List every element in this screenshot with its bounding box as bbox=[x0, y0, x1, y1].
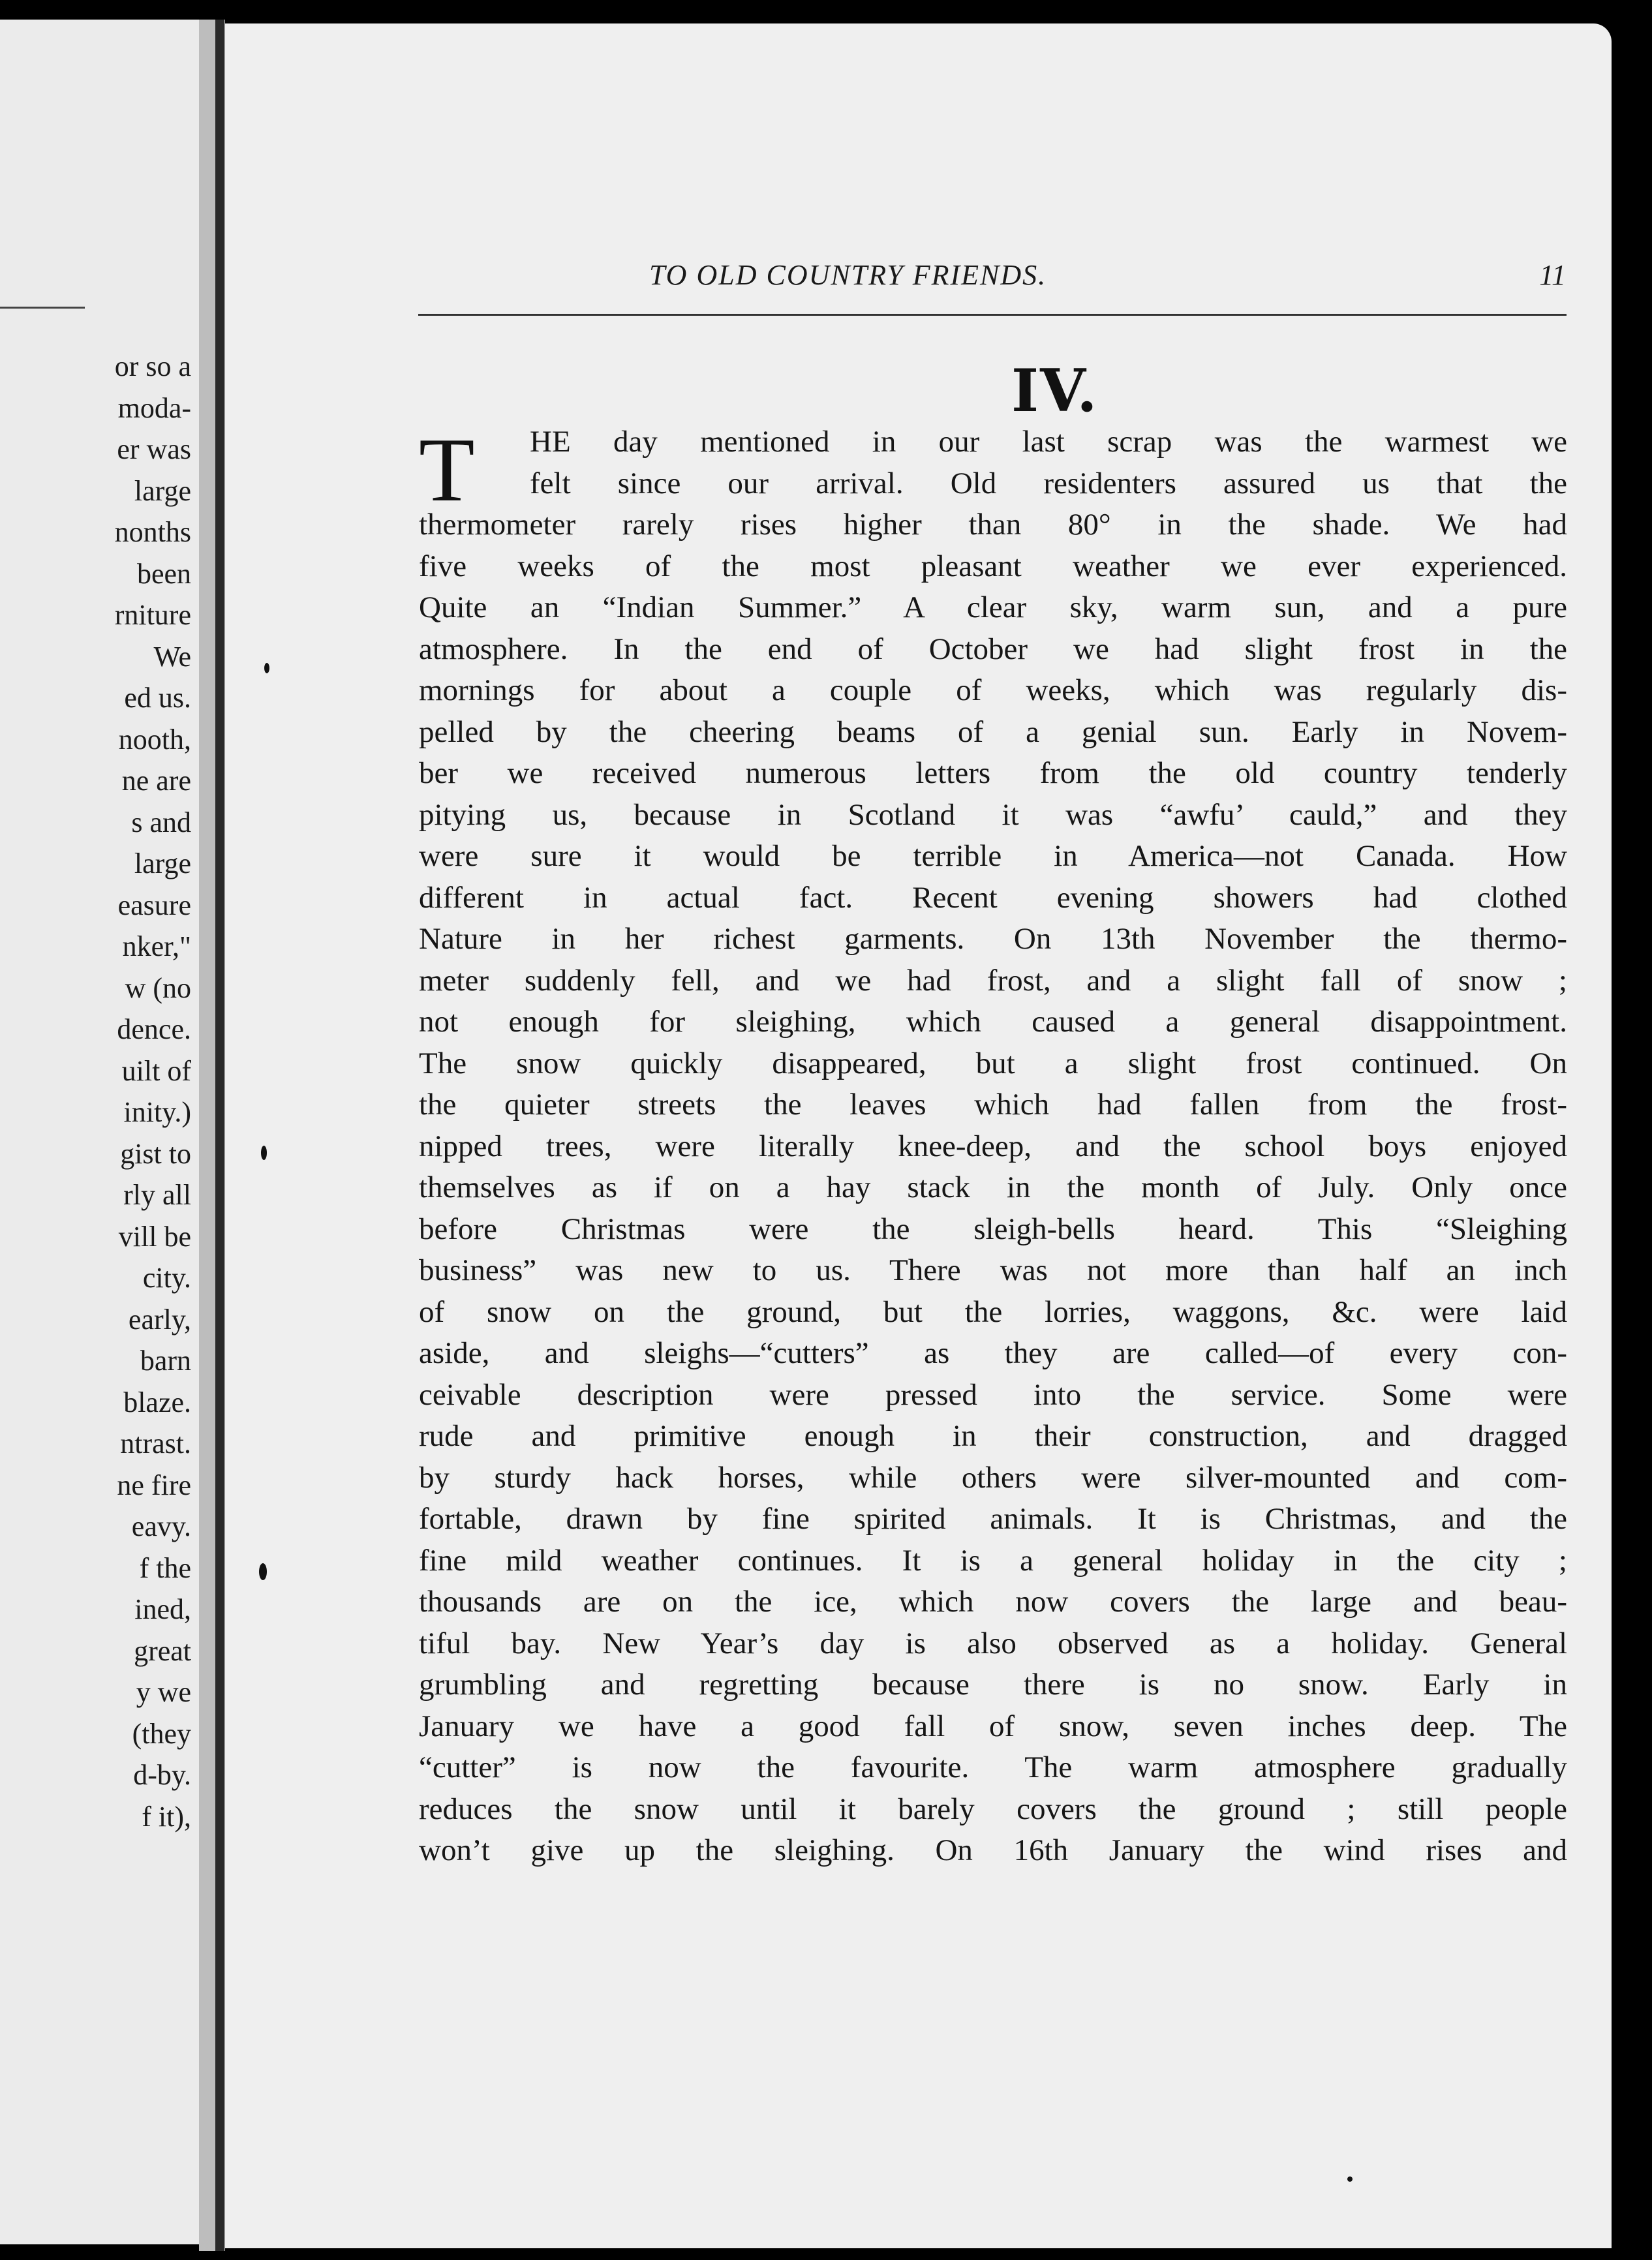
ink-speck bbox=[259, 1563, 267, 1580]
left-page-text bbox=[0, 346, 191, 1837]
body-text bbox=[419, 421, 1567, 1872]
left-page-line: nonths bbox=[114, 516, 191, 548]
text-line: themselves as if on a hay stack in the month of July. Only once bbox=[419, 1170, 1567, 1204]
left-page-line: y we bbox=[136, 1676, 191, 1708]
text-line: fine mild weather continues. It is a general holiday in the city ; bbox=[419, 1543, 1567, 1578]
ink-speck bbox=[264, 663, 269, 673]
text-line: meter suddenly fell, and we had frost, and a slight fall of snow ; bbox=[419, 963, 1567, 998]
running-head-title: TO OLD COUNTRY FRIENDS. bbox=[649, 259, 1047, 291]
left-page-line: great bbox=[134, 1634, 191, 1667]
page-number: 11 bbox=[1539, 259, 1566, 291]
left-page-line: been bbox=[136, 557, 191, 590]
text-line: fortable, drawn by fine spirited animals. It is Christmas, and the bbox=[419, 1502, 1567, 1536]
left-page-line: We bbox=[153, 640, 191, 673]
binding-shadow bbox=[215, 20, 224, 2251]
drop-cap: T bbox=[419, 420, 475, 521]
left-page-line: nooth, bbox=[118, 723, 191, 756]
left-page-line: s and bbox=[131, 806, 191, 838]
left-page-line: ined, bbox=[134, 1593, 191, 1625]
text-line: by sturdy hack horses, while others were silver-mounted and com- bbox=[419, 1460, 1567, 1495]
text-line: HE day mentioned in our last scrap was the warmest we bbox=[530, 425, 1567, 459]
left-page-line: (they bbox=[132, 1717, 191, 1750]
text-line: “cutter” is now the favourite. The warm atmosphere gradually bbox=[419, 1750, 1567, 1784]
running-head bbox=[421, 258, 1566, 298]
left-page-line: f the bbox=[139, 1551, 191, 1584]
left-page-line: city. bbox=[142, 1262, 191, 1294]
left-page-line: gist to bbox=[120, 1137, 191, 1170]
text-line: pelled by the cheering beams of a genial sun. Early in Novem- bbox=[419, 714, 1567, 749]
text-line: The snow quickly disappeared, but a slight frost continued. On bbox=[419, 1046, 1567, 1080]
text-line: atmosphere. In the end of October we had slight frost in the bbox=[419, 632, 1567, 666]
text-line: thousands are on the ice, which now covers the large and beau- bbox=[419, 1585, 1567, 1619]
left-page-line: early, bbox=[128, 1303, 191, 1336]
text-line: mornings for about a couple of weeks, which was regularly dis- bbox=[419, 673, 1567, 707]
text-line: rude and primitive enough in their construction, and dragged bbox=[419, 1419, 1567, 1453]
ink-speck bbox=[261, 1146, 267, 1160]
text-line: aside, and sleighs—“cutters” as they are called—of every con- bbox=[419, 1336, 1567, 1370]
left-facing-page bbox=[0, 20, 201, 2244]
header-rule bbox=[418, 314, 1567, 316]
text-line: January we have a good fall of snow, seven inches deep. The bbox=[419, 1709, 1567, 1743]
left-page-line: eavy. bbox=[131, 1510, 191, 1542]
text-line: reduces the snow until it barely covers the ground ; still people bbox=[419, 1792, 1567, 1826]
text-line: the quieter streets the leaves which had fallen from the frost- bbox=[419, 1088, 1567, 1122]
text-line: of snow on the ground, but the lorries, waggons, &c. were laid bbox=[419, 1294, 1567, 1329]
left-page-line: inity.) bbox=[123, 1096, 191, 1128]
left-page-line: or so a bbox=[114, 350, 191, 382]
text-line: before Christmas were the sleigh-bells heard. This “Sleighing bbox=[419, 1212, 1567, 1246]
left-page-line: large bbox=[134, 848, 191, 879]
text-line: pitying us, because in Scotland it was “awfu’ cauld,” and they bbox=[419, 797, 1567, 832]
text-line: Nature in her richest garments. On 13th November the thermo- bbox=[419, 922, 1567, 956]
left-page-line: ne are bbox=[121, 765, 191, 797]
left-page-line: blaze. bbox=[123, 1386, 191, 1418]
text-line: won’t give up the sleighing. On 16th January the wind rises and bbox=[419, 1833, 1567, 1867]
left-page-line: vill be bbox=[118, 1220, 191, 1253]
left-page-line: ne fire bbox=[117, 1469, 191, 1501]
left-page-line: moda- bbox=[117, 391, 191, 424]
left-page-line: barn bbox=[140, 1345, 191, 1377]
left-page-line: w (no bbox=[125, 971, 191, 1004]
text-line: nipped trees, were literally knee-deep, and the school boys enjoyed bbox=[419, 1129, 1567, 1163]
left-page-line: nker," bbox=[122, 930, 191, 962]
text-line: Quite an “Indian Summer.” A clear sky, warm sun, and a pure bbox=[419, 590, 1567, 624]
chapter-heading: IV. bbox=[1011, 356, 1099, 425]
main-page bbox=[225, 23, 1612, 2248]
text-line: ber we received numerous letters from the old country tenderly bbox=[419, 756, 1567, 790]
text-line: not enough for sleighing, which caused a general disappointment. bbox=[419, 1005, 1567, 1039]
text-line: business” was new to us. There was not more than half an inch bbox=[419, 1253, 1567, 1287]
left-page-line: er was bbox=[117, 433, 191, 465]
left-page-line: d-by. bbox=[133, 1759, 191, 1791]
text-line: different in actual fact. Recent evening showers had clothed bbox=[419, 880, 1567, 915]
left-page-rule bbox=[0, 307, 85, 309]
left-page-line: uilt of bbox=[121, 1054, 191, 1087]
left-page-line: ntrast. bbox=[120, 1428, 191, 1459]
text-line: thermometer rarely rises higher than 80° in the shade. We had bbox=[419, 508, 1567, 542]
left-page-line: dence. bbox=[117, 1013, 191, 1045]
left-page-line: rly all bbox=[123, 1179, 191, 1211]
ink-speck bbox=[1347, 2176, 1353, 2182]
left-page-line: f it), bbox=[142, 1800, 191, 1833]
text-line: tiful bay. New Year’s day is also observed as a holiday. General bbox=[419, 1626, 1567, 1660]
text-line: felt since our arrival. Old residenters assured us that the bbox=[530, 466, 1567, 500]
text-line: were sure it would be terrible in America—not Canada. How bbox=[419, 839, 1567, 873]
left-page-line: large bbox=[134, 474, 191, 507]
left-page-line: easure bbox=[117, 889, 191, 921]
text-line: ceivable description were pressed into the service. Some were bbox=[419, 1377, 1567, 1412]
text-line: grumbling and regretting because there is no snow. Early in bbox=[419, 1668, 1567, 1702]
left-page-line: rniture bbox=[114, 599, 191, 631]
text-line: five weeks of the most pleasant weather we ever experienced. bbox=[419, 549, 1567, 583]
left-page-line: ed us. bbox=[124, 682, 191, 714]
